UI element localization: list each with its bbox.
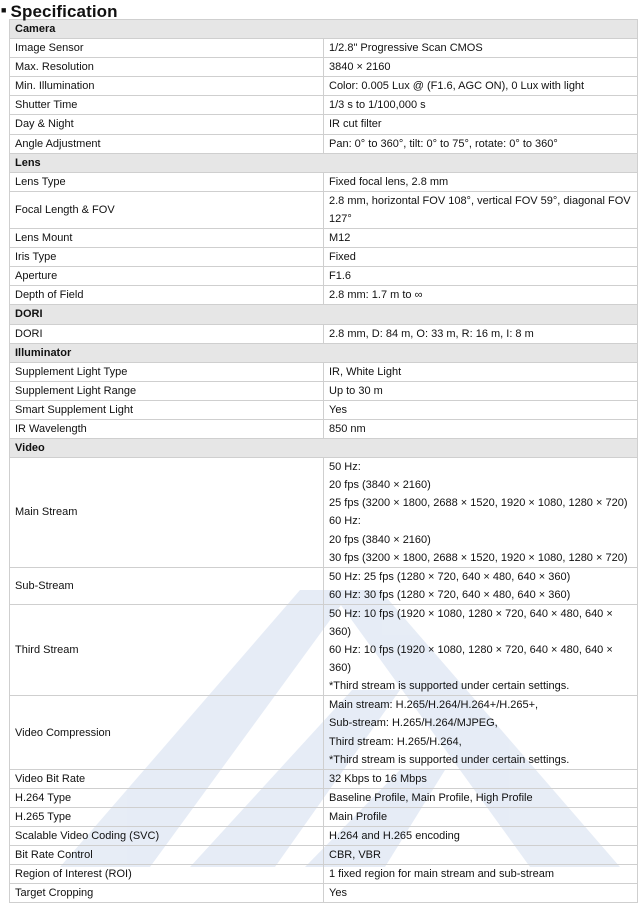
spec-value-line: 1 fixed region for main stream and sub-stream: [329, 868, 554, 881]
spec-value-line: 3840 × 2160: [329, 61, 391, 74]
section-title: Camera: [10, 20, 638, 39]
spec-value: [324, 381, 638, 400]
section-header: [10, 153, 638, 172]
spec-row: [10, 604, 638, 695]
spec-value-line: Fixed: [329, 251, 356, 264]
spec-row: [10, 419, 638, 438]
spec-value-line: 1/2.8" Progressive Scan CMOS: [329, 42, 483, 55]
section-title: Video: [10, 439, 638, 458]
spec-value-line: 60 Hz: 30 fps (1280 × 720, 640 × 480, 640 × 360): [329, 588, 571, 601]
spec-table: [9, 19, 638, 903]
spec-row: [10, 807, 638, 826]
spec-label: Day & Night: [10, 115, 324, 134]
bullet-icon: ■: [1, 5, 7, 15]
spec-label: H.265 Type: [10, 807, 324, 826]
spec-value: [324, 458, 638, 568]
section-header: [10, 439, 638, 458]
spec-value: [324, 419, 638, 438]
spec-value-line: Yes: [329, 403, 347, 416]
spec-row: [10, 769, 638, 788]
spec-value: [324, 324, 638, 343]
spec-label: Lens Mount: [10, 229, 324, 248]
spec-value: [324, 769, 638, 788]
spec-label: IR Wavelength: [10, 419, 324, 438]
spec-row: [10, 865, 638, 884]
spec-value-line: Main stream: H.265/H.264/H.264+/H.265+,: [329, 699, 539, 712]
spec-value-line: 50 Hz: 25 fps (1280 × 720, 640 × 480, 640 × 360): [329, 570, 571, 583]
spec-value-line: 20 fps (3840 × 2160): [329, 479, 431, 492]
spec-value: [324, 115, 638, 134]
spec-value-line: 60 Hz:: [329, 515, 361, 528]
spec-value-line: 50 Hz: 10 fps (1920 × 1080, 1280 × 720, 640 × 480, 640 × 360): [329, 607, 613, 638]
spec-label: Target Cropping: [10, 884, 324, 903]
spec-value-line: Sub-stream: H.265/H.264/MJPEG,: [329, 717, 498, 730]
spec-row: [10, 324, 638, 343]
spec-value-line: 30 fps (3200 × 1800, 2688 × 1520, 1920 × 1080, 1280 × 720): [329, 551, 628, 564]
spec-row: [10, 458, 638, 568]
spec-value-line: 2.8 mm, horizontal FOV 108°, vertical FOV 59°, diagonal FOV 127°: [329, 194, 631, 225]
spec-value-line: Third stream: H.265/H.264,: [329, 735, 462, 748]
spec-row: [10, 172, 638, 191]
spec-value: [324, 884, 638, 903]
spec-value-line: 20 fps (3840 × 2160): [329, 533, 431, 546]
spec-value: [324, 229, 638, 248]
page-title-text: Specification: [10, 2, 118, 21]
spec-row: [10, 788, 638, 807]
spec-value: [324, 788, 638, 807]
spec-value-line: Up to 30 m: [329, 384, 383, 397]
spec-value: [324, 846, 638, 865]
spec-value-line: Pan: 0° to 360°, tilt: 0° to 75°, rotate: 0° to 360°: [329, 137, 558, 150]
spec-label: Focal Length & FOV: [10, 191, 324, 228]
spec-row: [10, 96, 638, 115]
spec-label: Smart Supplement Light: [10, 400, 324, 419]
spec-value-line: 850 nm: [329, 422, 366, 435]
spec-row: [10, 400, 638, 419]
spec-value: [324, 58, 638, 77]
section-header: [10, 20, 638, 39]
spec-value: [324, 96, 638, 115]
spec-value: [324, 604, 638, 695]
spec-value-line: M12: [329, 232, 351, 245]
page-title: [0, 0, 640, 19]
spec-row: [10, 77, 638, 96]
spec-row: [10, 846, 638, 865]
spec-row: [10, 39, 638, 58]
spec-row: [10, 58, 638, 77]
spec-label: Image Sensor: [10, 39, 324, 58]
spec-value-line: 25 fps (3200 × 1800, 2688 × 1520, 1920 × 1080, 1280 × 720): [329, 497, 628, 510]
spec-label: Video Bit Rate: [10, 769, 324, 788]
section-header: [10, 305, 638, 324]
spec-row: [10, 134, 638, 153]
spec-value-line: IR cut filter: [329, 118, 382, 131]
spec-value: [324, 172, 638, 191]
spec-row: [10, 696, 638, 769]
spec-label: Supplement Light Type: [10, 362, 324, 381]
spec-value: [324, 134, 638, 153]
spec-row: [10, 191, 638, 228]
spec-value-line: 1/3 s to 1/100,000 s: [329, 99, 426, 112]
spec-label: Min. Illumination: [10, 77, 324, 96]
spec-value: [324, 567, 638, 604]
spec-value: [324, 248, 638, 267]
section-title: DORI: [10, 305, 638, 324]
spec-row: [10, 827, 638, 846]
spec-label: H.264 Type: [10, 788, 324, 807]
spec-row: [10, 115, 638, 134]
spec-value-line: Main Profile: [329, 810, 388, 823]
spec-row: [10, 884, 638, 903]
spec-value-line: Yes: [329, 887, 347, 900]
spec-label: Supplement Light Range: [10, 381, 324, 400]
spec-row: [10, 381, 638, 400]
spec-label: Third Stream: [10, 604, 324, 695]
spec-value: [324, 827, 638, 846]
spec-value: [324, 865, 638, 884]
section-title: Illuminator: [10, 343, 638, 362]
spec-label: Video Compression: [10, 696, 324, 769]
spec-value: [324, 286, 638, 305]
spec-value-line: 2.8 mm, D: 84 m, O: 33 m, R: 16 m, I: 8 m: [329, 327, 534, 340]
spec-value: [324, 267, 638, 286]
spec-row: [10, 286, 638, 305]
spec-value-line: IR, White Light: [329, 365, 402, 378]
spec-value-line: F1.6: [329, 270, 352, 283]
spec-row: [10, 362, 638, 381]
spec-value-line: 32 Kbps to 16 Mbps: [329, 772, 427, 785]
spec-value-line: Fixed focal lens, 2.8 mm: [329, 175, 449, 188]
spec-label: Main Stream: [10, 458, 324, 568]
spec-label: Region of Interest (ROI): [10, 865, 324, 884]
spec-value: [324, 39, 638, 58]
spec-label: Max. Resolution: [10, 58, 324, 77]
spec-value: [324, 807, 638, 826]
spec-value: [324, 696, 638, 769]
spec-label: Angle Adjustment: [10, 134, 324, 153]
spec-value-line: 50 Hz:: [329, 461, 361, 474]
section-title: Lens: [10, 153, 638, 172]
spec-value: [324, 400, 638, 419]
spec-value: [324, 362, 638, 381]
spec-label: Shutter Time: [10, 96, 324, 115]
spec-row: [10, 267, 638, 286]
spec-value-line: H.264 and H.265 encoding: [329, 830, 460, 843]
section-header: [10, 343, 638, 362]
spec-value-line: Color: 0.005 Lux @ (F1.6, AGC ON), 0 Lux with light: [329, 80, 585, 93]
spec-row: [10, 567, 638, 604]
spec-value-line: 60 Hz: 10 fps (1920 × 1080, 1280 × 720, 640 × 480, 640 × 360): [329, 644, 613, 675]
spec-value-line: Baseline Profile, Main Profile, High Profile: [329, 791, 533, 804]
spec-value: [324, 191, 638, 228]
spec-value-line: *Third stream is supported under certain settings.: [329, 680, 570, 693]
spec-row: [10, 229, 638, 248]
spec-value-line: 2.8 mm: 1.7 m to ∞: [329, 289, 423, 302]
spec-label: Iris Type: [10, 248, 324, 267]
spec-row: [10, 248, 638, 267]
spec-label: Depth of Field: [10, 286, 324, 305]
spec-value: [324, 77, 638, 96]
spec-label: Bit Rate Control: [10, 846, 324, 865]
spec-label: DORI: [10, 324, 324, 343]
spec-value-line: CBR, VBR: [329, 849, 381, 862]
spec-label: Sub-Stream: [10, 567, 324, 604]
spec-value-line: *Third stream is supported under certain settings.: [329, 753, 570, 766]
spec-label: Lens Type: [10, 172, 324, 191]
spec-label: Scalable Video Coding (SVC): [10, 827, 324, 846]
spec-label: Aperture: [10, 267, 324, 286]
